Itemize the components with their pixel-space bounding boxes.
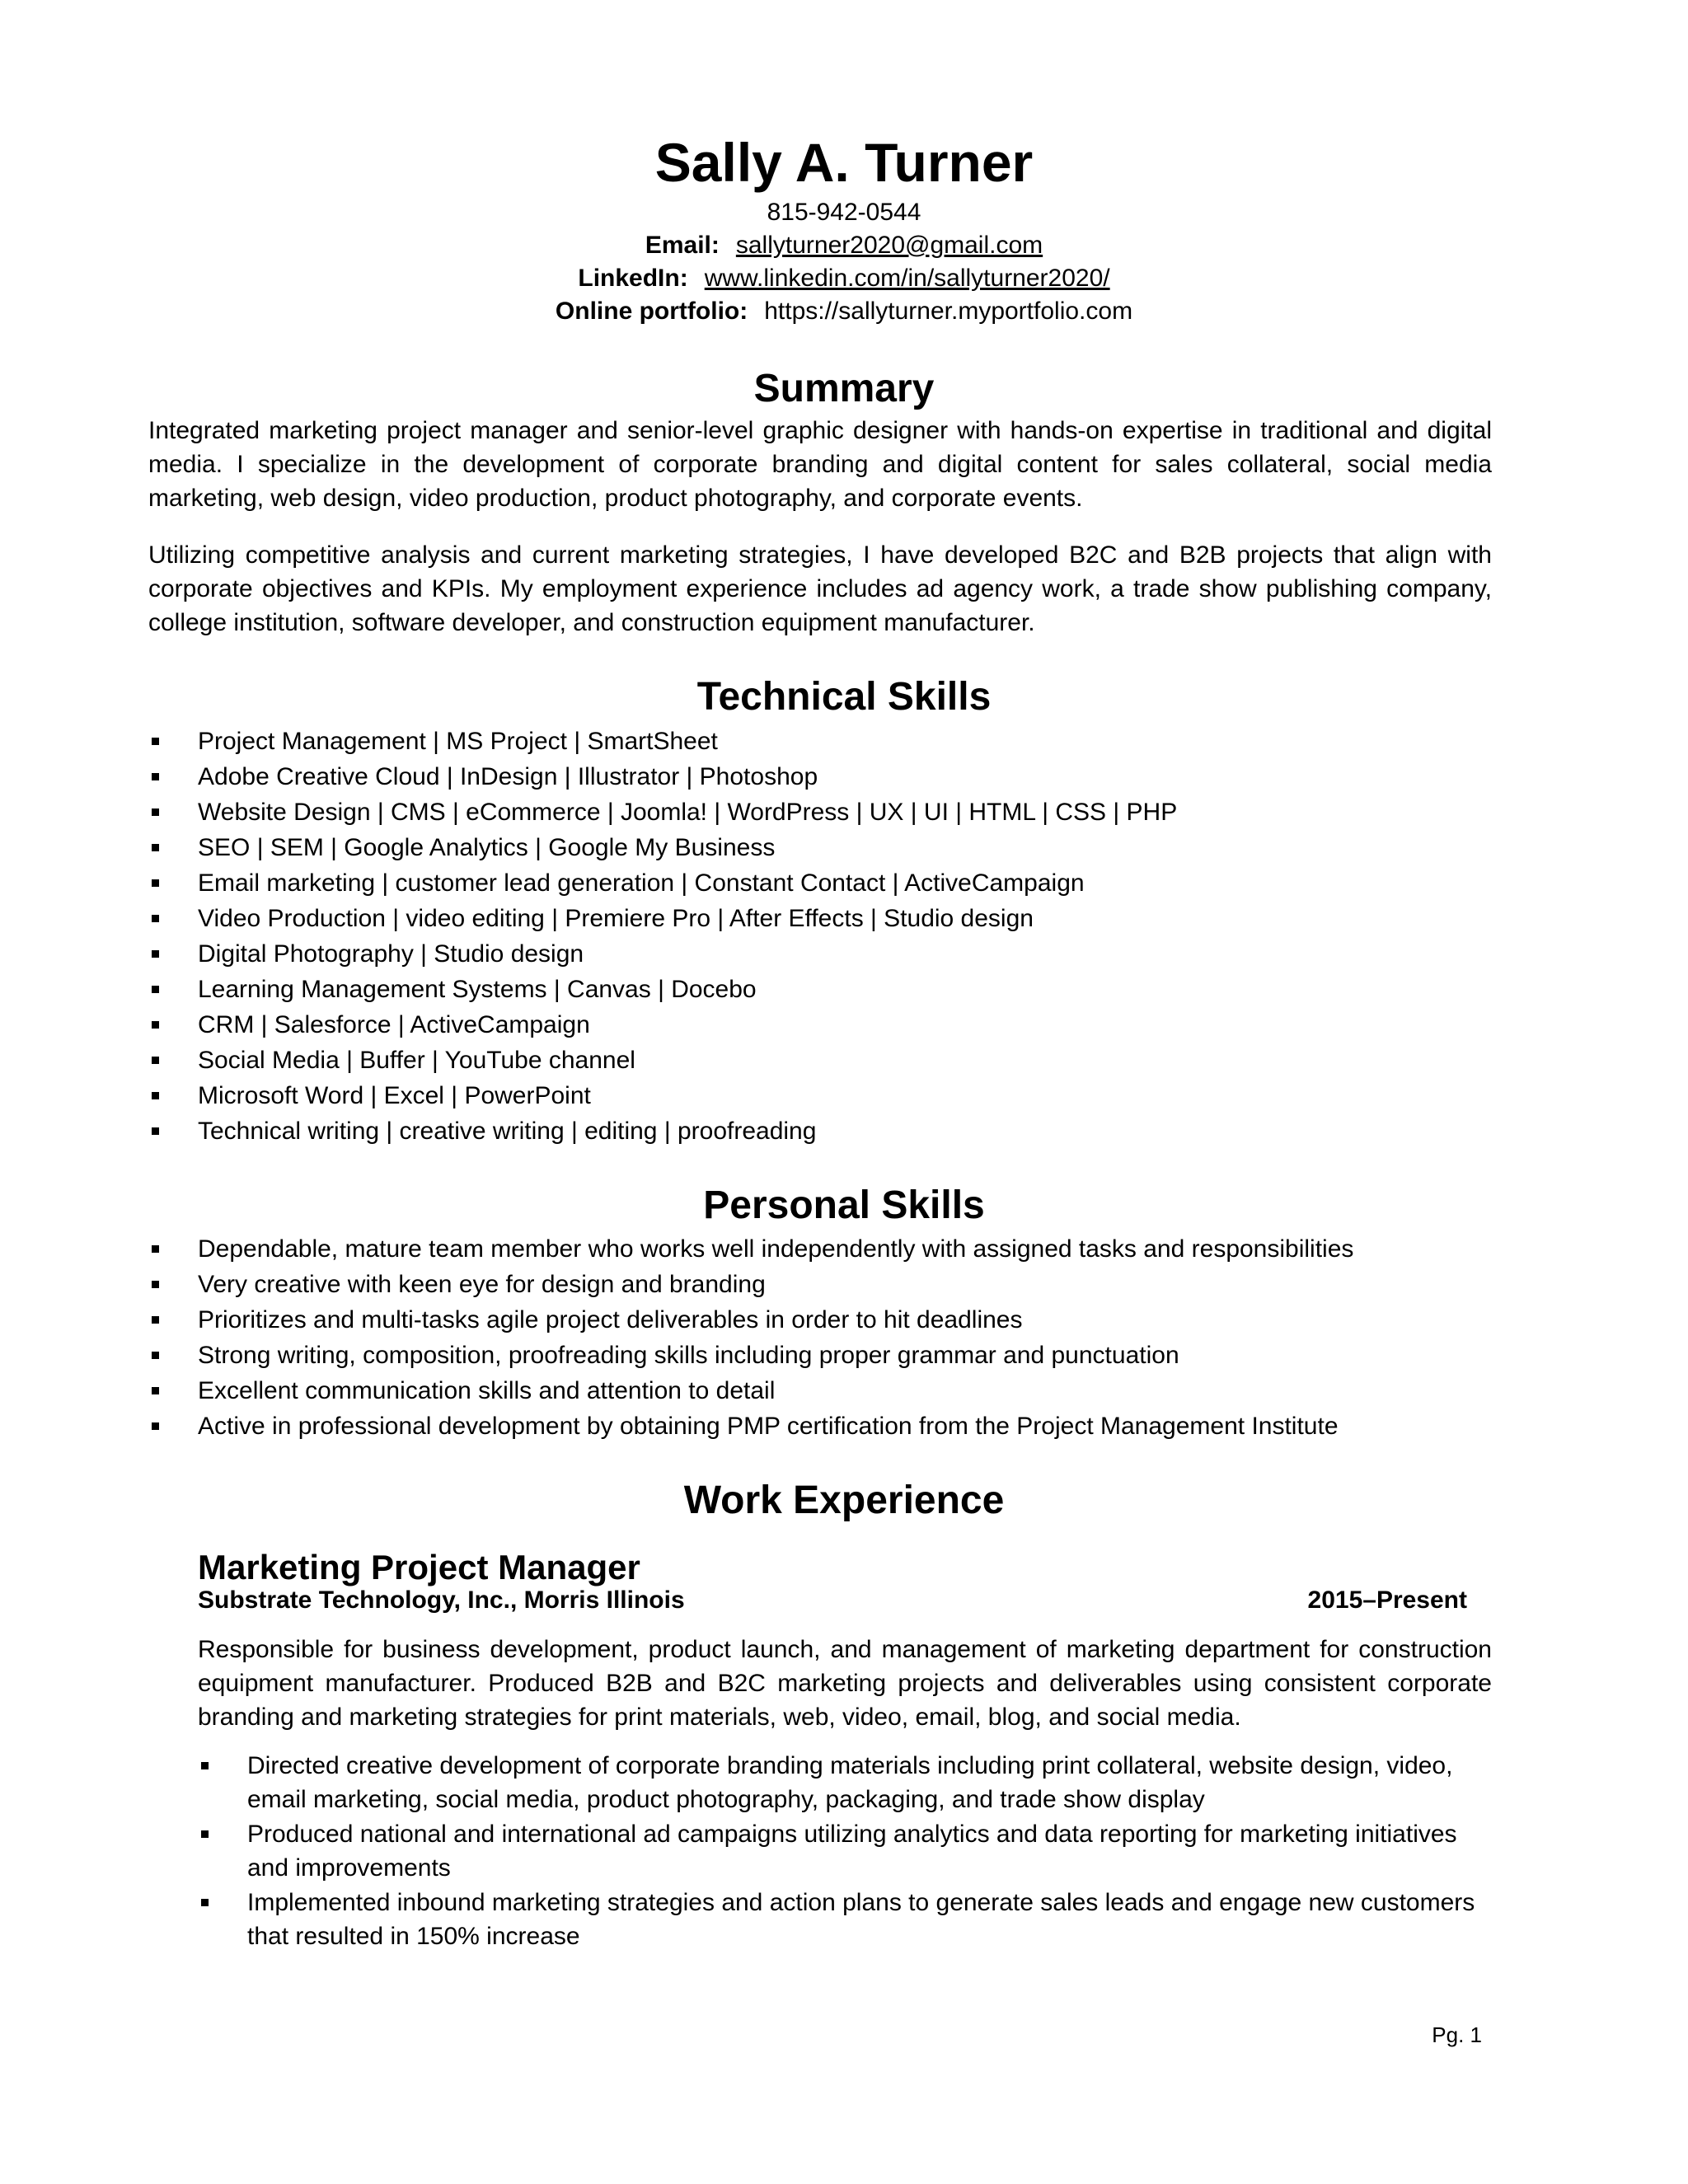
list-item: Project Management | MS Project | SmartSheet (148, 724, 1500, 759)
job-bullets (198, 1749, 1500, 1954)
list-item: Dependable, mature team member who works well independently with assigned tasks and responsibilities (148, 1231, 1500, 1267)
list-item: Technical writing | creative writing | editing | proofreading (148, 1113, 1500, 1149)
job-company: Substrate Technology, Inc., Morris Illinois (198, 1586, 685, 1614)
list-item: Directed creative development of corporate branding materials including print collateral, website design, video, email marketing, social media, product photography, packaging, and trade show display (198, 1749, 1500, 1816)
list-item: Produced national and international ad campaigns utilizing analytics and data reporting for marketing initiatives and improvements (198, 1817, 1500, 1885)
list-item: Video Production | video editing | Premiere Pro | After Effects | Studio design (148, 901, 1500, 936)
list-item: Digital Photography | Studio design (148, 936, 1500, 972)
personal-skills-heading: Personal Skills (703, 1183, 985, 1227)
personal-skills-list (148, 1231, 1500, 1444)
list-item: Website Design | CMS | eCommerce | Joomla! | WordPress | UX | UI | HTML | CSS | PHP (148, 794, 1500, 830)
technical-skills-heading: Technical Skills (696, 675, 992, 719)
list-item: Excellent communication skills and attention to detail (148, 1373, 1500, 1408)
work-experience-heading: Work Experience (683, 1479, 1005, 1522)
list-item: Implemented inbound marketing strategies and action plans to generate sales leads and engage new customers that resulted in 150% increase (198, 1886, 1500, 1953)
list-item: Strong writing, composition, proofreading skills including proper grammar and punctuation (148, 1338, 1500, 1373)
summary-heading: Summary (753, 367, 935, 410)
technical-skills-list (148, 724, 1500, 1149)
list-item: Learning Management Systems | Canvas | Docebo (148, 972, 1500, 1007)
email-label: Email: (645, 232, 720, 259)
list-item: Microsoft Word | Excel | PowerPoint (148, 1078, 1500, 1113)
email-line (0, 229, 1688, 262)
list-item: Active in professional development by obtaining PMP certification from the Project Management Institute (148, 1408, 1500, 1444)
phone-line (0, 196, 1688, 229)
list-item: Prioritizes and multi-tasks agile project deliverables in order to hit deadlines (148, 1302, 1500, 1338)
portfolio-label: Online portfolio: (555, 298, 748, 325)
linkedin-label: LinkedIn: (578, 265, 688, 292)
page-number: Pg. 1 (1432, 2022, 1482, 2047)
portfolio-line (0, 295, 1688, 328)
job-description: Responsible for business development, product launch, and management of marketing department for construction equipment manufacturer. Produced B2B and B2C marketing projects and deliverables using consistent corporate branding and marketing strategies for print materials, web, video, email, blog, and social media. (198, 1636, 1492, 1731)
summary-paragraph: Integrated marketing project manager and senior-level graphic designer with hands-on expertise in traditional and digital media. I specialize in the development of corporate branding and digital content for sales collateral, social media marketing, web design, video production, product photography, and corporate events. (148, 417, 1492, 512)
email-link[interactable]: sallyturner2020@gmail.com (735, 232, 1043, 259)
candidate-name: Sally A. Turner (654, 132, 1034, 193)
portfolio-url: https://sallyturner.myportfolio.com (764, 298, 1133, 325)
list-item: Email marketing | customer lead generation | Constant Contact | ActiveCampaign (148, 865, 1500, 901)
linkedin-link[interactable]: www.linkedin.com/in/sallyturner2020/ (704, 265, 1110, 292)
job-title: Marketing Project Manager (198, 1548, 640, 1586)
list-item: Very creative with keen eye for design and branding (148, 1267, 1500, 1302)
phone-number: 815-942-0544 (767, 199, 921, 226)
list-item: CRM | Salesforce | ActiveCampaign (148, 1007, 1500, 1043)
linkedin-line (0, 262, 1688, 295)
list-item: Social Media | Buffer | YouTube channel (148, 1043, 1500, 1078)
list-item: SEO | SEM | Google Analytics | Google My Business (148, 830, 1500, 865)
summary-paragraph: Utilizing competitive analysis and current marketing strategies, I have developed B2C and B2B projects that align with corporate objectives and KPIs. My employment experience includes ad agency work, a trade show publishing company, college institution, software developer, and construction equipment manufacturer. (148, 541, 1492, 636)
job-dates: 2015–Present (1307, 1586, 1467, 1614)
list-item: Adobe Creative Cloud | InDesign | Illustrator | Photoshop (148, 759, 1500, 794)
